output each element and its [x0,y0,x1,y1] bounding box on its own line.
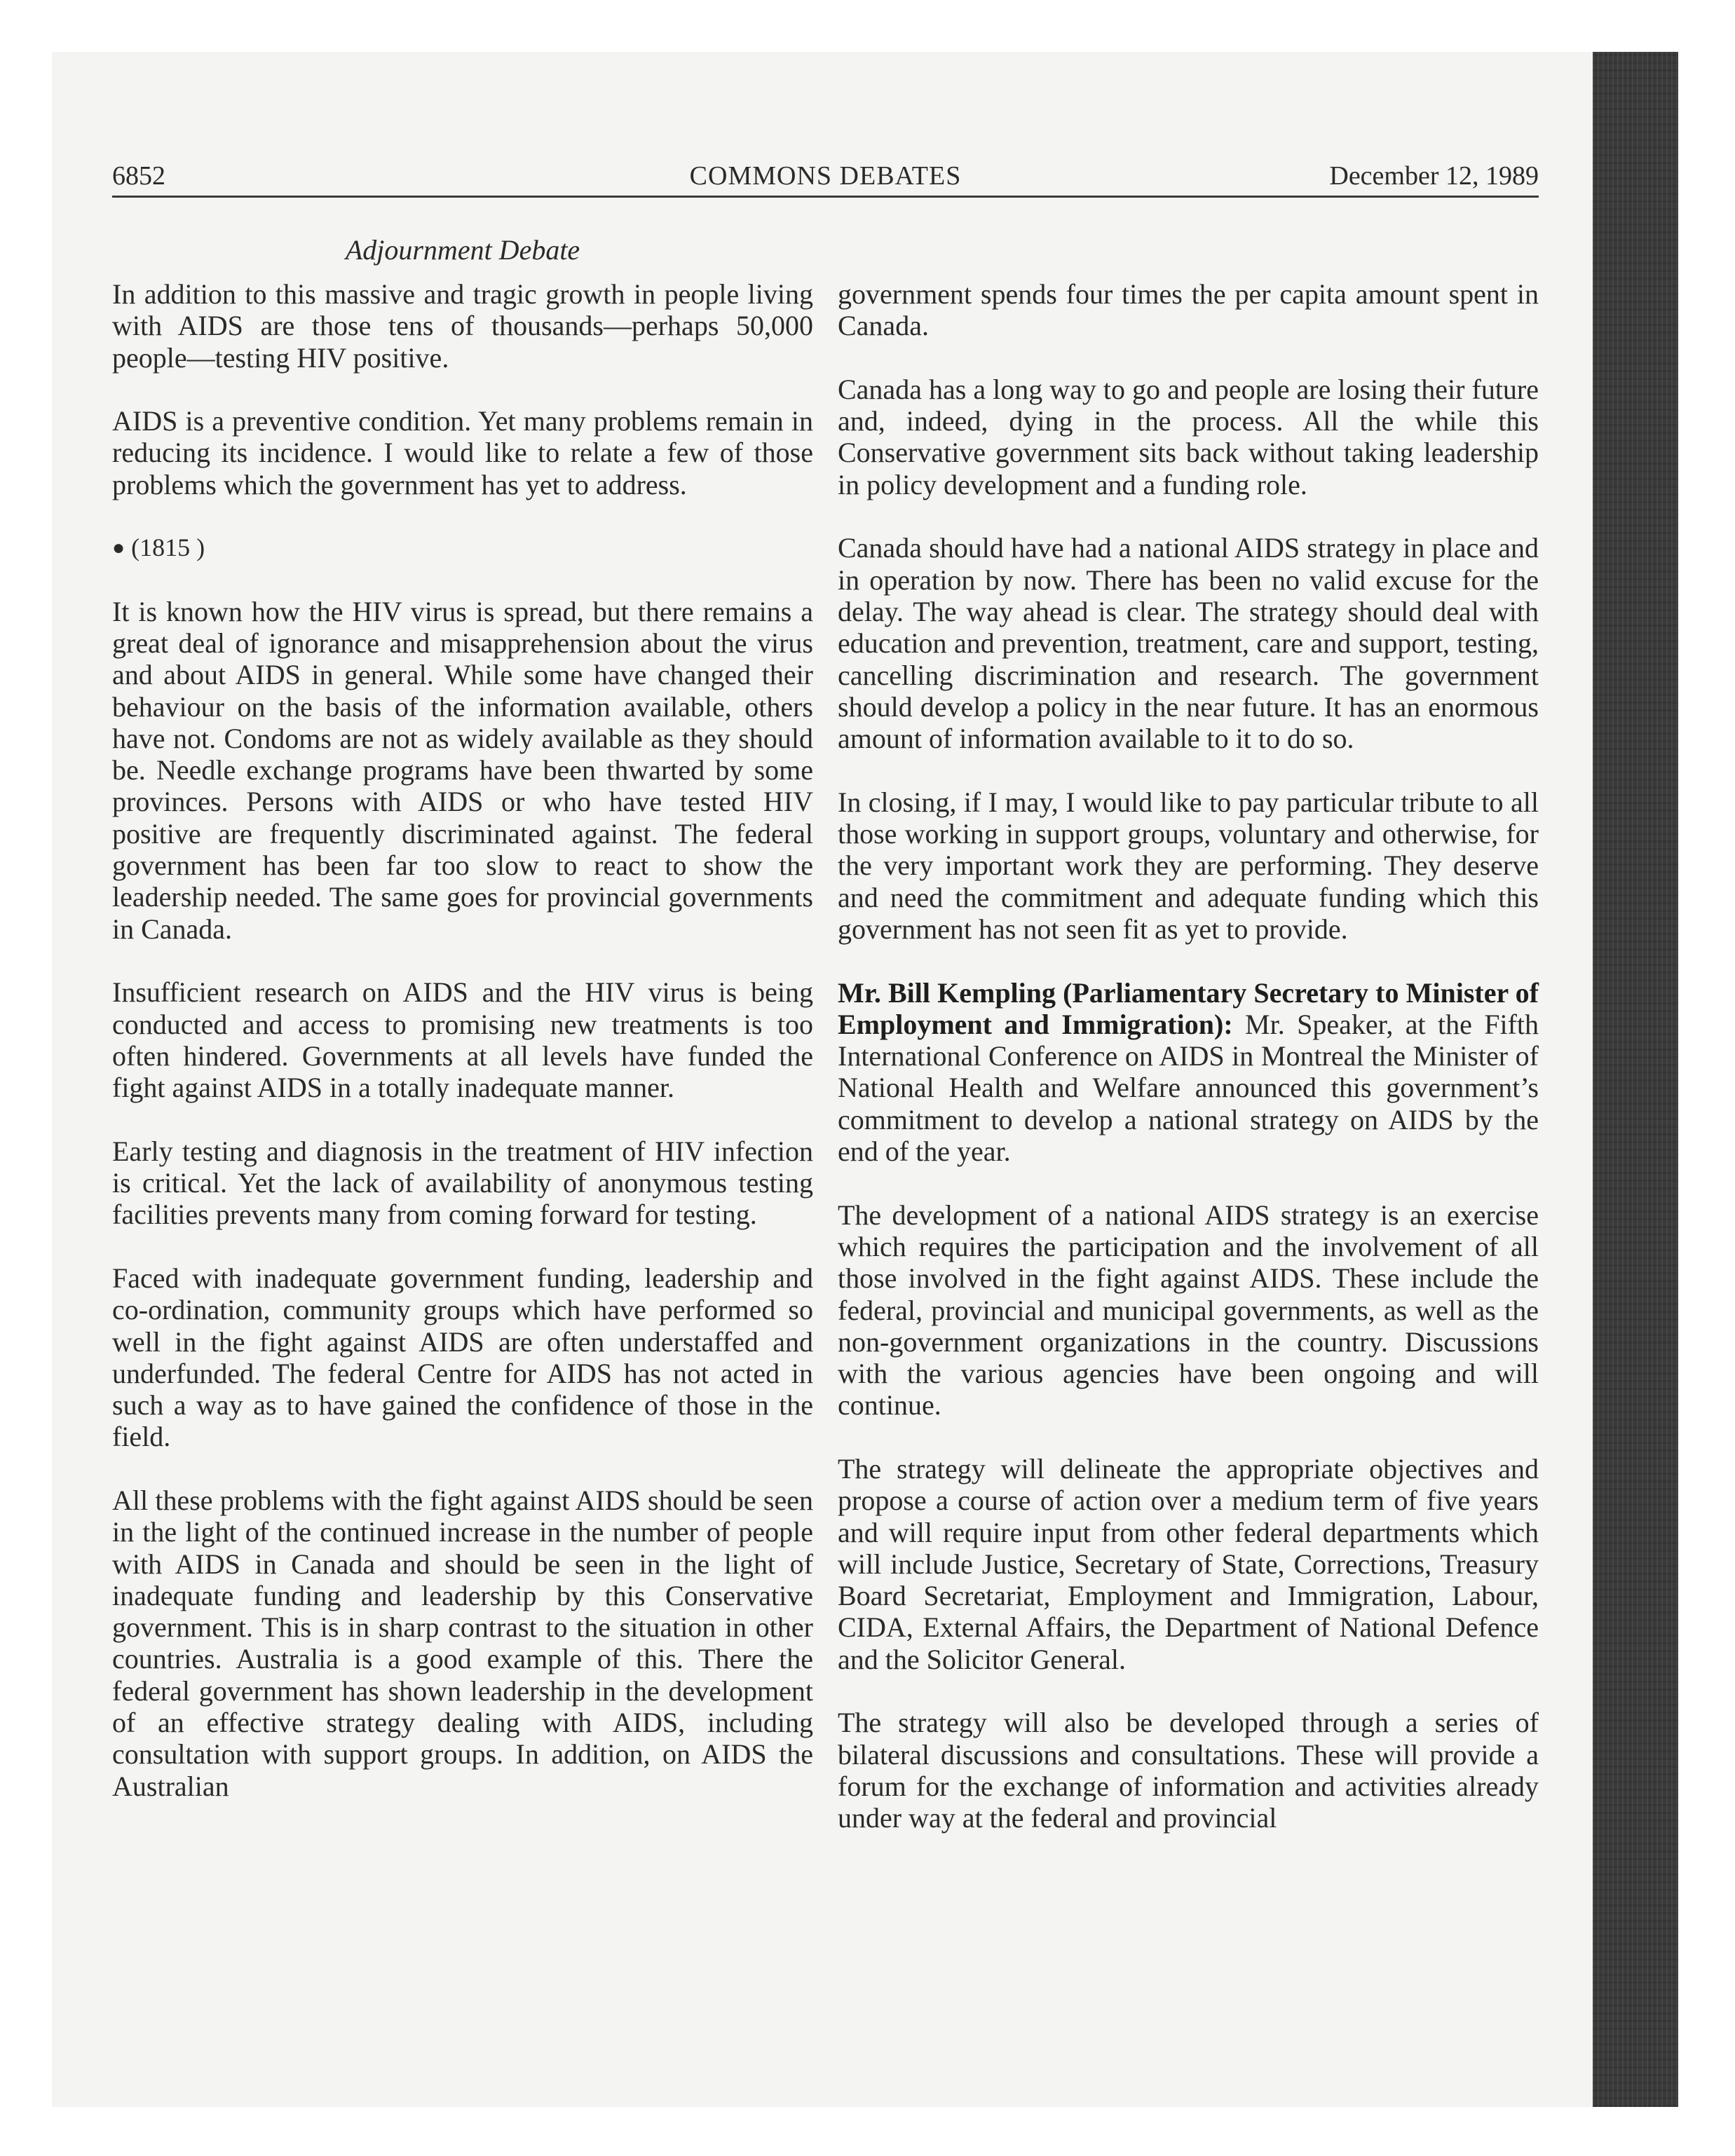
paragraph: Insufficient research on AIDS and the HIV virus is being conducted and access to promising new treatments is too often hindered. Governments at all levels have funded the fight against AIDS in a totally inadequate manner. [112,976,813,1104]
binding-edge [1593,52,1678,2107]
page-number: 6852 [112,161,165,191]
paragraph: Faced with inadequate government funding, leadership and co-ordination, community groups which have performed so well in the fight against AIDS are often understaffed and underfunded. The federal Centre for AIDS has not acted in such a way as to have gained the confidence of those in the field. [112,1262,813,1453]
paragraph: All these problems with the fight against AIDS should be seen in the light of the continued increase in the number of people with AIDS in Canada and should be seen in the light of inadequate funding and leadership by this Conservative government. This is in sharp contrast to the situation in other countries. Australia is a good example of this. There the federal government has shown leadership in the development of an effective strategy dealing with AIDS, including consultation with support groups. In addition, on AIDS the Australian [112,1484,813,1802]
paragraph: In closing, if I may, I would like to pay particular tribute to all those working in support groups, voluntary and otherwise, for the very important work they are performing. They deserve and need the commitment and adequate funding which this government has not seen fit as yet to provide. [838,786,1539,945]
paragraph: government spends four times the per capita amount spent in Canada. [838,278,1539,342]
speech-paragraph [838,977,1539,1168]
paragraph: AIDS is a preventive condition. Yet many problems remain in reducing its incidence. I would like to relate a few of those problems which the government has yet to address. [112,405,813,500]
paragraph: Canada should have had a national AIDS strategy in place and in operation by now. There has been no valid excuse for the delay. The way ahead is clear. The strategy should deal with education and prevention, treatment, care and support, testing, cancelling discrimination and research. The government should develop a policy in the near future. It has an enormous amount of information available to it to do so. [838,532,1539,755]
page-header [112,158,1539,198]
right-column [838,278,1539,1866]
speaker-name: Mr. Bill Kempling (Parliamentary Secretary to Minister of Employment and Immigration): [838,976,1539,1040]
paragraph: The development of a national AIDS strategy is an exercise which requires the participation and the involvement of all those involved in the fight against AIDS. These include the federal, provincial and municipal governments, as well as the non-government organizations in the country. Discussions with the various agencies have been ongoing and will continue. [838,1199,1539,1421]
paragraph: Early testing and diagnosis in the treatment of HIV infection is critical. Yet the lack of availability of anonymous testing facilities prevents many from coming forward for testing. [112,1135,813,1231]
left-column [112,278,813,1834]
header-date: December 12, 1989 [1329,161,1539,191]
running-title: COMMONS DEBATES [689,161,962,191]
paragraph: The strategy will delineate the appropriate objectives and propose a course of action over a medium term of five years and will require input from other federal departments which will include Justice, Secretary of State, Corrections, Treasury Board Secretariat, Employment and Immigration, Labour, CIDA, External Affairs, the Department of National Defence and the Solicitor General. [838,1452,1539,1675]
header-rule [112,196,1539,198]
timestamp-marker [112,532,813,564]
paragraph: The strategy will also be developed through a series of bilateral discussions and consultations. These will provide a forum for the exchange of information and activities already under way at the federal and provincial [838,1707,1539,1834]
paragraph: It is known how the HIV virus is spread, but there remains a great deal of ignorance and misapprehension about the virus and about AIDS in general. While some have changed their behaviour on the basis of the information available, others have not. Condoms are not as widely available as they should be. Needle exchange programs have been thwarted by some provinces. Persons with AIDS or who have tested HIV positive are frequently discriminated against. The federal government has been far too slow to react to show the leadership needed. The same goes for provincial governments in Canada. [112,595,813,945]
speech-text: Mr. Speaker, at the Fifth International Conference on AIDS in Montreal the Minister of National Health and Welfare announced this government’s commitment to develop a national strategy on AIDS by the end of the year. [838,1008,1539,1168]
paragraph: Canada has a long way to go and people are losing their future and, indeed, dying in the process. All the while this Conservative government sits back without taking leadership in policy development and a funding role. [838,373,1539,500]
bullet-icon: ● [112,536,125,560]
paragraph: In addition to this massive and tragic growth in people living with AIDS are those tens of thousands—perhaps 50,000 people—testing HIV positive. [112,278,813,374]
section-title: Adjournment Debate [345,234,580,266]
timestamp: (1815 ) [131,533,205,562]
